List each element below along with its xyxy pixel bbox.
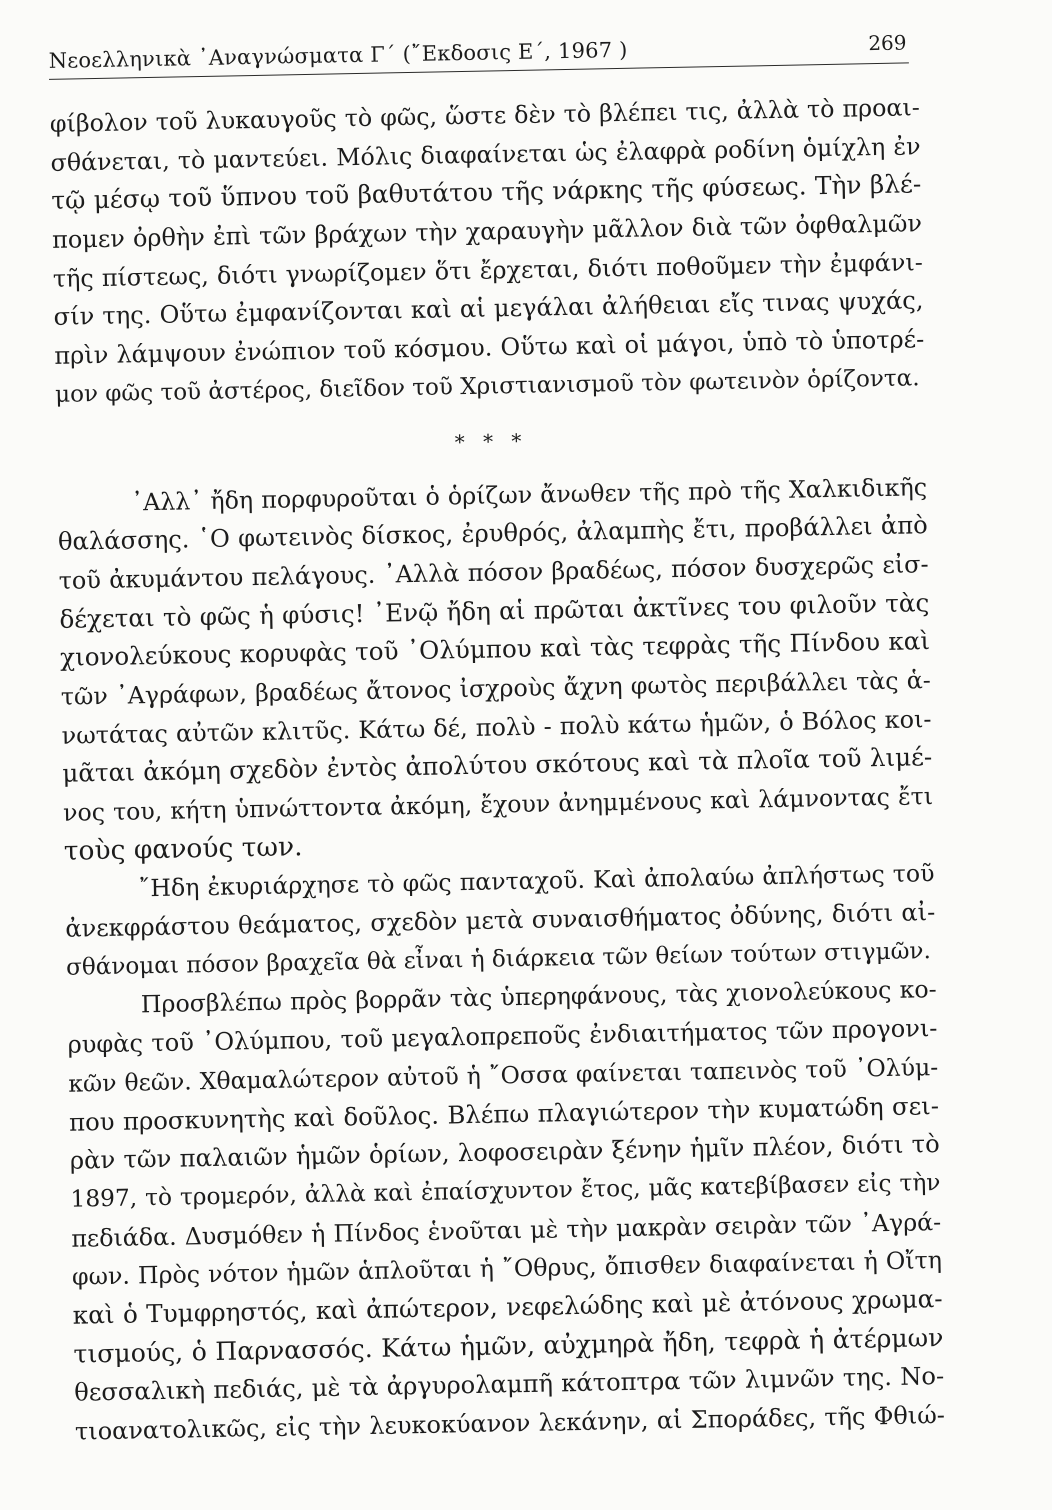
text-line: τοῦ ἀκυμάντου πελάγους. ᾿Αλλὰ πόσον βραδέως, πόσον δυσχερῶς εἰσ- xyxy=(58,550,929,595)
text-line: τοὺς φανούς των. xyxy=(63,830,303,867)
text-line: μᾶται ἀκόμη σχεδὸν ἐντὸς ἀπολύτου σκότους καὶ τὰ πλοῖα τοῦ λιμέ- xyxy=(62,742,933,789)
text-line: δέχεται τὸ φῶς ἡ φύσις! ᾿Ενῷ ἤδη αἱ πρῶται ἀκτῖνες του φιλοῦν τὰς xyxy=(59,587,930,634)
text-line: τῷ μέσῳ τοῦ ὕπνου τοῦ βαθυτάτου τῆς νάρκης τῆς φύσεως. Τὴν βλέ- xyxy=(51,169,922,216)
text-line: νωτάτας αὐτῶν κλιτῦς. Κάτω δέ, πολὺ - πολὺ κάτω ἡμῶν, ὁ Βόλος κοι- xyxy=(61,704,932,750)
text-line: σθάνομαι πόσον βραχεῖα θὰ εἶναι ἡ διάρκεια τῶν θείων τούτων στιγμῶν. xyxy=(65,937,932,981)
text-line: τιοανατολικῶς, εἰς τὴν λευκοκύανον λεκάνην, αἱ Σποράδες, τῆς Φθιώ- xyxy=(74,1400,946,1446)
text-line: ρυφὰς τοῦ ᾿Ολύμπου, τοῦ μεγαλοπρεποῦς ἐνδιαιτήματος τῶν προγονι- xyxy=(67,1014,938,1059)
text-line: πεδιάδα. Δυσμόθεν ἡ Πίνδος ἑνοῦται μὲ τὴν μακρὰν σειρὰν τῶν ᾿Αγρά- xyxy=(71,1207,942,1253)
page-number: 269 xyxy=(868,30,907,56)
text-line: 1897, τὸ τρομερόν, ἀλλὰ καὶ ἐπαίσχυντον ἔτος, μᾶς κατεβίβασεν εἰς τὴν xyxy=(70,1168,941,1213)
text-line: θαλάσσης. ῾Ο φωτεινὸς δίσκος, ἐρυθρός, ἀλαμπὴς ἔτι, προβάλλει ἀπὸ xyxy=(57,510,929,557)
paragraph-1 xyxy=(50,88,926,414)
text-line: φίβολον τοῦ λυκαυγοῦς τὸ φῶς, ὥστε δὲν τὸ βλέπει τις, ἀλλὰ τὸ προαι- xyxy=(49,93,921,138)
text-line: πρὶν λάμψουν ἐνώπιον τοῦ κόσμου. Οὕτω καὶ οἱ μάγοι, ὑπὸ τὸ ὑποτρέ- xyxy=(54,325,925,370)
text-line: φων. Πρὸς νότον ἡμῶν ἁπλοῦται ἡ ῎Οθρυς, ὄπισθεν διαφαίνεται ἡ Οἴτη xyxy=(71,1246,943,1291)
text-line: ρὰν τῶν παλαιῶν ἡμῶν ὁρίων, λοφοσειρὰν ξένην ἡμῖν πλέον, διότι τὸ xyxy=(69,1129,940,1175)
text-line: που προσκυνητὴς καὶ δοῦλος. Βλέπω πλαγιώτερον τὴν κυματώδη σει- xyxy=(68,1090,940,1137)
text-line: σθάνεται, τὸ μαντεύει. Μόλις διαφαίνεται ὡς ἐλαφρὰ ροδίνη ὁμίχλη ἐν xyxy=(50,131,921,177)
text-line: σίν της. Οὕτω ἐμφανίζονται καὶ αἱ μεγάλαι ἀλήθειαι εἴς τινας ψυχάς, xyxy=(53,286,924,332)
text-line: Προσβλέπω πρὸς βορρᾶν τὰς ὑπερηφάνους, τὰς χιονολεύκους κο- xyxy=(140,975,937,1019)
running-header xyxy=(48,20,909,80)
section-separator: * * * xyxy=(454,428,528,454)
text-line: νος του, κήτη ὑπνώττοντα ἀκόμη, ἔχουν ἀνημμένους καὶ λάμνοντας ἔτι xyxy=(62,782,934,827)
text-line: χιονολεύκους κορυφὰς τοῦ ᾿Ολύμπου καὶ τὰς τεφρὰς τῆς Πίνδου καὶ xyxy=(59,626,931,673)
text-line: τῶν ᾿Αγράφων, βραδέως ἄτονος ἰσχροὺς ἄχνη φωτὸς περιβάλλει τὰς ἁ- xyxy=(60,666,932,711)
page-body xyxy=(50,88,946,1451)
text-line: τῆς πίστεως, διότι γνωρίζομεν ὅτι ἔρχεται, διότι ποθοῦμεν τὴν ἐμφάνι- xyxy=(52,247,923,293)
text-line: πομεν ὀρθὴν ἐπὶ τῶν βράχων τὴν χαραυγὴν μᾶλλον διὰ τῶν ὀφθαλμῶν xyxy=(51,209,923,254)
text-line: ᾿Αλλ᾿ ἤδη πορφυροῦται ὁ ὁρίζων ἄνωθεν τῆς πρὸ τῆς Χαλκιδικῆς xyxy=(130,472,928,516)
text-line: ἀνεκφράστου θεάματος, σχεδὸν μετὰ συναισθήματος ὀδύνης, διότι αἰ- xyxy=(65,898,936,943)
text-line: κῶν θεῶν. Χθαμαλώτερον αὐτοῦ ἡ ῎Οσσα φαίνεται ταπεινὸς τοῦ ᾿Ολύμ- xyxy=(68,1052,939,1098)
text-line: καὶ ὁ Τυμφρηστός, καὶ ἀπώτερον, νεφελώδης καὶ μὲ ἀτόνους χρωμα- xyxy=(72,1283,943,1330)
text-line: τισμούς, ὁ Παρνασσός. Κάτω ἡμῶν, αὐχμηρὰ ἤδη, τεφρὰ ἡ ἀτέρμων xyxy=(73,1322,944,1369)
header-title: Νεοελληνικὰ ᾿Αναγνώσματα Γ΄ (῎Εκδοσις Ε΄, 1967 ) xyxy=(48,37,628,73)
text-line: θεσσαλικὴ πεδιάς, μὲ τὰ ἀργυρολαμπῆ κάτοπτρα τῶν λιμνῶν της. Νο- xyxy=(73,1362,945,1407)
text-line: μον φῶς τοῦ ἀστέρος, διεῖδον τοῦ Χριστιανισμοῦ τὸν φωτεινὸν ὁρίζοντα. xyxy=(54,365,920,408)
paragraph-4 xyxy=(66,970,945,1451)
text-line: ῎Ηδη ἐκυριάρχησε τὸ φῶς πανταχοῦ. Καὶ ἀπολαύω ἀπλήστως τοῦ xyxy=(138,859,935,903)
paragraph-2 xyxy=(57,468,934,872)
paragraph-3 xyxy=(64,854,936,987)
